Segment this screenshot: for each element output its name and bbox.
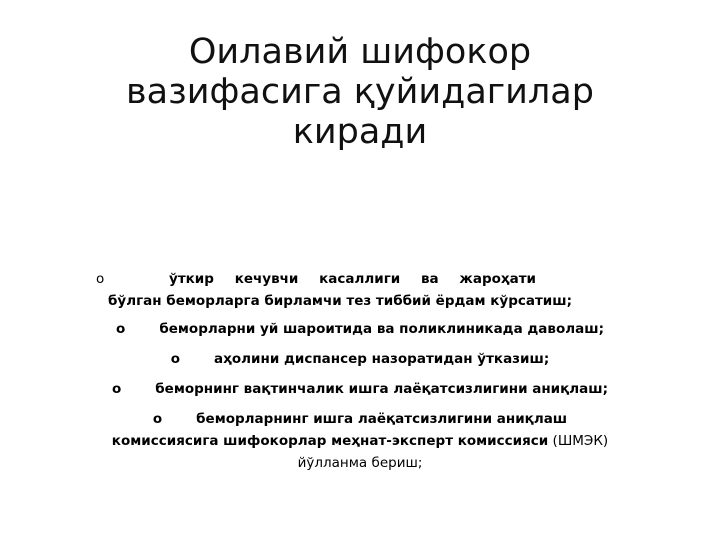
bullet-item-temporary-disability	[70, 378, 650, 400]
bullet-line: бўлган беморларга бирламчи тез тиббий ёрдам кўрсатиш;	[108, 293, 572, 309]
bullet-text: комиссиясига шифокорлар меҳнат-эксперт комиссияси	[111, 433, 549, 449]
bullet-abbreviation: (ШМЭК)	[552, 433, 609, 449]
title-line-2: вазифасига қуйидагилар	[126, 72, 594, 112]
bullet-list	[70, 268, 650, 482]
bullet-word: ўткир	[169, 271, 214, 287]
bullet-text: беморнинг вақтинчалик ишга лаёқатсизлигини аниқлаш;	[155, 381, 609, 397]
title-line-3: киради	[292, 112, 428, 152]
bullet-item-dispensary	[70, 348, 650, 370]
bullet-marker: о	[152, 411, 163, 427]
bullet-word: ва	[421, 271, 439, 287]
bullet-marker: о	[170, 351, 181, 367]
bullet-item-commission-referral	[70, 408, 650, 474]
bullet-marker: о	[116, 321, 126, 337]
bullet-text: аҳолини диспансер назоратидан ўтказиш;	[214, 351, 550, 367]
bullet-marker: о	[111, 381, 122, 397]
bullet-word: жароҳати	[459, 271, 536, 287]
bullet-line	[96, 268, 536, 290]
bullet-text: беморларнинг ишга лаёқатсизлигини аниқлаш	[196, 411, 568, 427]
bullet-item-first-aid	[70, 268, 650, 312]
title-line-1: Оилавий шифокор	[188, 32, 532, 72]
bullet-text: беморларни уй шароитида ва поликлиникада даволаш;	[159, 321, 604, 337]
bullet-text: йўлланма бериш;	[297, 455, 423, 471]
bullet-word: касаллиги	[319, 271, 401, 287]
slide-title	[60, 32, 660, 152]
bullet-marker: о	[96, 271, 105, 287]
bullet-item-home-treatment	[70, 318, 650, 340]
bullet-word: кечувчи	[234, 271, 299, 287]
